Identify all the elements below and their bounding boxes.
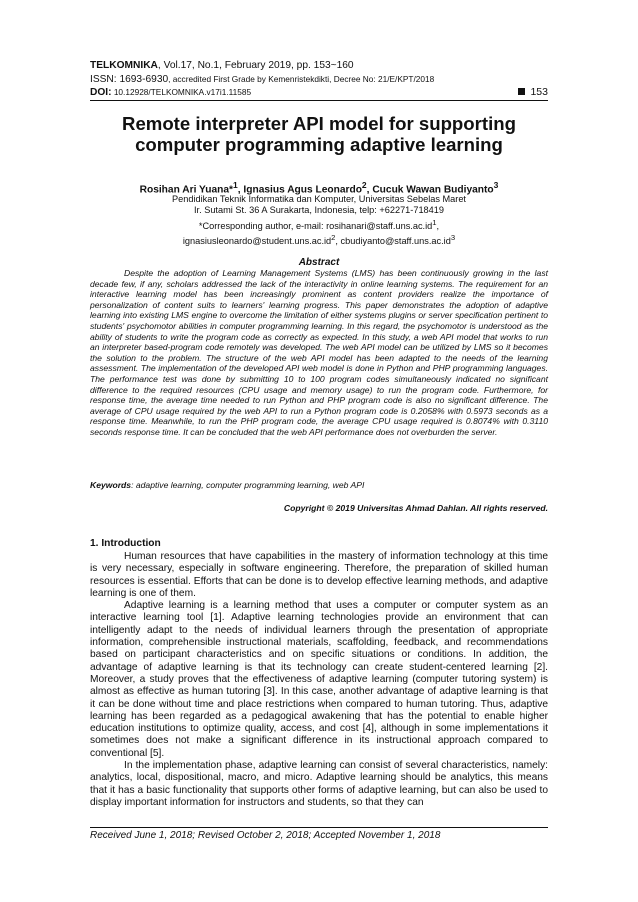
keywords-label: Keywords (90, 480, 132, 490)
square-bullet-icon (518, 88, 525, 95)
keywords (90, 480, 548, 490)
doi-value: 10.12928/TELKOMNIKA.v17i1.11585 (111, 87, 252, 97)
copyright: Copyright © 2019 Universitas Ahmad Dahlan. All rights reserved. (283, 503, 548, 513)
email-sep: , (436, 220, 440, 231)
author-3-sup: 3 (493, 180, 499, 190)
affiliation-line-4 (90, 232, 548, 247)
journal-volume: , Vol.17, No.1, February 2019, pp. 153~160 (157, 60, 354, 71)
doi-line (90, 86, 548, 100)
author-2-sup: 2 (361, 180, 367, 190)
header-rule (90, 100, 548, 101)
keywords-text: : adaptive learning, computer programming learning, web API (131, 480, 365, 490)
email-sup-1: 1 (432, 217, 437, 227)
journal-name: TELKOMNIKA (90, 60, 158, 71)
email-3: , cbudiyanto@staff.uns.ac.id (335, 236, 451, 247)
paragraph-3: In the implementation phase, adaptive learning can consist of several characteristics, namely: analytics, local, dispositional, macro, and micro. Adaptive learning should be analytics, this means that it has a basic functionality that supports other forms of adaptive learning, but can also be used to display important information for instructors and students, so that they can (90, 760, 548, 808)
section-body (90, 551, 548, 809)
email-sup-3: 3 (450, 233, 456, 243)
footer-dates: Received June 1, 2018; Revised October 2, 2018; Accepted November 1, 2018 (90, 830, 441, 841)
paragraph-2: Adaptive learning is a learning method that uses a computer or computer system as an interactive learning tool [1]. Adaptive learning technologies provide an environment that can intelligently adapt to the needs of individual learners through the presentation of appropriate information, comprehensible instructional materials, scaffolding, feedback, and recommendations based on participant characteristics and on specific situations or conditions. In addition, the advantage of adaptive learning is that its technology can create student-centered learning [2]. Moreover, a study proves that the effectiveness of adaptive learning (computer tutoring system) is almost as effective as human tutoring [3]. In this case, another advantage of adaptive learning is that it can be done without time and place restrictions when compared to human tutoring. Thus, adaptive learning has been regarded as a pedagogical awakening that has the potential to enable higher education institutions to optimize quality, access, and cost [4], although in some implementations it sometimes does not make a significant difference in its instructional approach compared to conventional [5]. (90, 600, 548, 759)
abstract-heading: Abstract (298, 257, 340, 268)
issn: ISSN: 1693-6930 (90, 73, 169, 85)
journal-line (90, 60, 548, 73)
page-number-text: 153 (530, 86, 548, 98)
issn-line (90, 73, 548, 87)
abstract-text: Despite the adoption of Learning Management Systems (LMS) has been continuously growing in the last decade few, if any, scholars addressed the lack of the interactivity in online learning systems. The requirement for an interactive learning model has been increasingly prominent as content providers realize the importance of personalization of content suits to learners' learning progress. This paper demonstrates the adoption of adaptive learning into existing LMS engine to overcome the limitation of either systems plugins or server specification pertinent to students' psychomotor abilities in computer programming learning. In this regard, the psychomotor is understood as the ability of students to write the program code as correctly as expected. In this study, a web API model that works to run an interpreter based-program code remotely was developed. The web API model can be utilized by LMS so it becomes the solution to the problem. The structure of the web API model has been adapted to the needs of the learning assessment. The implementation of the developed API web model is done in Python and PHP programming languages. The performance test was done by submitting 10 to 100 program codes simultaneously indicated no significant difference to the required resources (CPU usage and memory usage) to run the program code. Furthermore, for response time, the average time needed to run Python and PHP program code is also no significant difference. The average of CPU usage required by the web API to run a Python program code is 0.2058% with 0.5973 seconds as a response time. Meanwhile, to run the PHP program code, the average CPU usage required is 0.8074% with 0.3110 seconds response time. It can be concluded that the web API performance does not overburden the server. (90, 268, 548, 437)
affiliation (90, 194, 548, 248)
corresponding-email: *Corresponding author, e-mail: rosihanari@staff.uns.ac.id (198, 220, 433, 231)
paper-title: Remote interpreter API model for supporting computer programming adaptive learning (122, 113, 516, 155)
footer-rule (90, 827, 548, 828)
author-3: , Cucuk Wawan Budiyanto (366, 184, 494, 196)
accreditation: , accredited First Grade by Kemenristekdikti, Decree No: 21/E/KPT/2018 (168, 73, 435, 84)
journal-header (90, 60, 548, 100)
author-1-sup: 1 (233, 180, 238, 190)
doi-label: DOI: (90, 87, 112, 98)
section-heading: 1. Introduction (90, 538, 161, 549)
affiliation-line-3 (90, 217, 548, 232)
author-2: , Ignasius Agus Leonardo (237, 184, 362, 196)
author-1: Rosihan Ari Yuana* (139, 184, 234, 196)
email-sup-2: 2 (331, 233, 336, 243)
email-2: ignasiusleonardo@student.uns.ac.id (182, 236, 332, 247)
page-number (518, 86, 548, 99)
affiliation-line-2: Ir. Sutami St. 36 A Surakarta, Indonesia, telp: +62271-718419 (193, 205, 445, 216)
affiliation-line-1: Pendidikan Teknik Informatika dan Komputer, Universitas Sebelas Maret (172, 194, 466, 204)
paragraph-1: Human resources that have capabilities in the mastery of information technology at this time is very necessary, especially in software engineering. Therefore, the preparation of skilled human resources is essential. Efforts that can be done is to develop effective learning methods, and adaptive learning is one of them. (90, 551, 548, 599)
